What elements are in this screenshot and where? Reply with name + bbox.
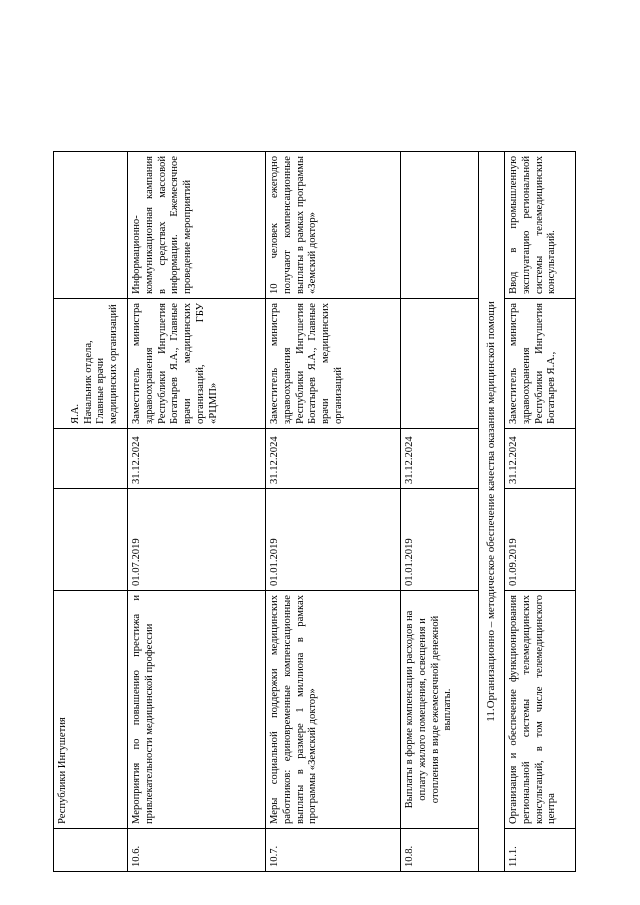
measure-cell: Организация и обеспечение функционирования региональной системы телемедицинских консультаций, в том числе телемедицинского центра: [505, 591, 576, 829]
responsible-cell: Заместитель министра здравоохранения Республики Ингушетия Богатырев Я.А., Главные врачи медицинских организаций, ГБУ «РЦМП»: [128, 299, 266, 429]
table-row: [266, 152, 401, 872]
responsible-cell: Заместитель министра здравоохранения Республики Ингушетия Богатырев Я.А., Главные врачи медицинских организаций: [266, 299, 401, 429]
end-date-cell: 31.12.2024: [401, 429, 479, 489]
measure-cell: Выплаты в форме компенсации расходов на оплату жилого помещения, освещения и отопления в виде ежемесячной денежной выплаты.: [401, 591, 479, 829]
responsible-cell: [401, 299, 479, 429]
row-number: 11.1.: [505, 829, 576, 872]
result-cell: [54, 152, 128, 299]
table-row: [505, 152, 576, 872]
start-date-cell: 01.09.2019: [505, 489, 576, 591]
row-number: 10.8.: [401, 829, 479, 872]
result-cell: [401, 152, 479, 299]
measure-cell: Мероприятия по повышению престижа и привлекательности медицинской профессии: [128, 591, 266, 829]
result-cell: Ввод в промышленную эксплуатацию региональной системы телемедицинских консультаций.: [505, 152, 576, 299]
end-date-cell: 31.12.2024: [128, 429, 266, 489]
result-cell: Информационно-коммуникационная кампания в средствах массовой информации. Ежемесячное проведение мероприятий: [128, 152, 266, 299]
end-date-cell: 31.12.2024: [266, 429, 401, 489]
end-date-cell: [54, 429, 128, 489]
section-title: 11.Организационно – методическое обеспечение качества оказания медицинской помощи: [479, 152, 505, 872]
section-header-row: [479, 152, 505, 872]
responsible-text: Я.А. Начальник отдела, Главные врачи медицинских организаций: [69, 304, 120, 424]
measure-cell: Республики Ингушетия: [54, 591, 128, 829]
responsible-cell: [54, 299, 128, 429]
row-number: 10.7.: [266, 829, 401, 872]
start-date-cell: [54, 489, 128, 591]
row-number: [54, 829, 128, 872]
start-date-cell: 01.07.2019: [128, 489, 266, 591]
plan-table: [53, 151, 576, 872]
end-date-cell: 31.12.2024: [505, 429, 576, 489]
table-row: [54, 152, 128, 872]
measure-cell: Меры социальной поддержки медицинских работников: единовременные компенсационные выплаты в размере 1 миллиона в рамках программы «Земский доктор»: [266, 591, 401, 829]
table-row: [401, 152, 479, 872]
start-date-cell: 01.01.2019: [266, 489, 401, 591]
row-number: 10.6.: [128, 829, 266, 872]
result-cell: 10 человек ежегодно получают компенсационные выплаты в рамках программы «Земский доктор»: [266, 152, 401, 299]
table-row: [128, 152, 266, 872]
start-date-cell: 01.01.2019: [401, 489, 479, 591]
responsible-cell: Заместитель министра здравоохранения Республики Ингушетия Богатырев Я.А.,: [505, 299, 576, 429]
rotated-table-sheet: [53, 152, 575, 872]
